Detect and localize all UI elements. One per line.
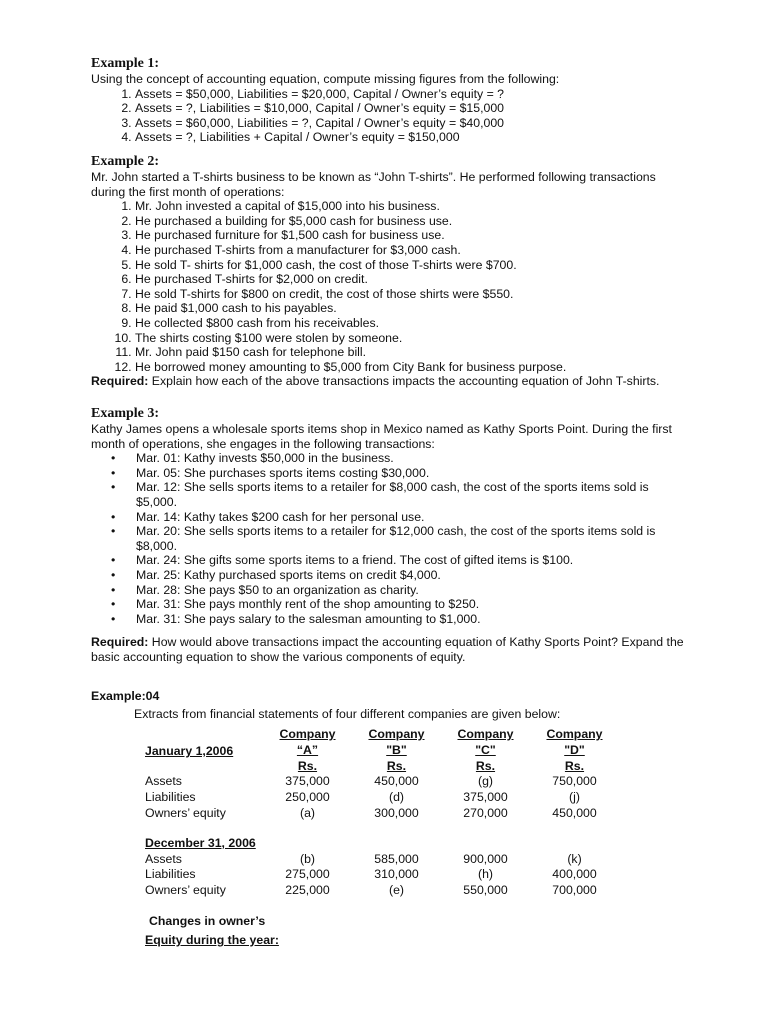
table-cell: 375,000 bbox=[463, 790, 508, 805]
example-2-heading: Example 2: bbox=[91, 154, 160, 169]
table-cell: 550,000 bbox=[463, 883, 508, 898]
list-item: • Mar. 25: Kathy purchased sports items on credit $4,000. bbox=[135, 568, 691, 583]
list-item: • Mar. 31: She pays monthly rent of the shop amounting to $250. bbox=[135, 597, 691, 612]
list-item: 3. Assets = $60,000, Liabilities = ?, Capital / Owner’s equity = $40,000 bbox=[135, 116, 691, 131]
required-text: Explain how each of the above transactions impacts the accounting equation of John T-shirts. bbox=[148, 374, 660, 389]
table-row bbox=[145, 852, 619, 868]
list-item: • Mar. 20: She sells sports items to a retailer for $12,000 cash, the cost of the sports items sold is $8,000. bbox=[135, 524, 691, 553]
company-a-letter: “A” bbox=[296, 742, 319, 757]
table-cell: 270,000 bbox=[463, 805, 508, 820]
table-header-row bbox=[145, 759, 619, 775]
table-cell: 375,000 bbox=[285, 774, 330, 789]
currency-label: Rs. bbox=[475, 758, 496, 773]
table-cell: 585,000 bbox=[374, 851, 419, 866]
table-header-row bbox=[145, 743, 619, 759]
table-cell: (b) bbox=[299, 851, 316, 866]
company-a-header: Company bbox=[279, 727, 336, 741]
list-item: • Mar. 05: She purchases sports items costing $30,000. bbox=[135, 466, 691, 481]
table-cell: 300,000 bbox=[374, 805, 419, 820]
company-c-header: Company bbox=[457, 727, 514, 741]
company-d-header: Company bbox=[546, 727, 603, 741]
list-item: 4. Assets = ?, Liabilities + Capital / Owner’s equity = $150,000 bbox=[135, 130, 691, 145]
row-label: Liabilities bbox=[145, 790, 196, 805]
list-item: 4. He purchased T-shirts from a manufacturer for $3,000 cash. bbox=[135, 243, 691, 258]
currency-label: Rs. bbox=[386, 758, 407, 773]
example-1-heading: Example 1: bbox=[91, 56, 160, 71]
required-label: Required: bbox=[91, 635, 149, 650]
table-row bbox=[145, 774, 619, 790]
example-1-intro: Using the concept of accounting equation, compute missing figures from the following: bbox=[91, 72, 560, 86]
period-1-label: January 1,2006 bbox=[145, 744, 234, 758]
table-row bbox=[145, 790, 619, 806]
example-3-section bbox=[91, 405, 691, 665]
example-2-intro: Mr. John started a T-shirts business to be known as “John T-shirts”. He performed following transactions during the first month of operations: bbox=[91, 170, 656, 199]
financial-extract-table bbox=[145, 727, 619, 899]
table-cell: 310,000 bbox=[374, 867, 419, 882]
changes-line-1: Changes in owner’s bbox=[149, 914, 266, 928]
list-item: 1. Mr. John invested a capital of $15,000 into his business. bbox=[135, 199, 691, 214]
table-cell: (g) bbox=[477, 774, 494, 789]
example-1-section bbox=[91, 55, 691, 145]
table-cell: 400,000 bbox=[552, 867, 597, 882]
list-item: 5. He sold T- shirts for $1,000 cash, the cost of those T-shirts were $700. bbox=[135, 258, 691, 273]
table-cell: (k) bbox=[567, 851, 582, 866]
company-c-letter: "C" bbox=[475, 742, 496, 757]
example-3-required bbox=[91, 635, 691, 664]
row-label: Assets bbox=[145, 774, 182, 789]
company-d-letter: "D" bbox=[564, 742, 585, 757]
table-cell: 250,000 bbox=[285, 790, 330, 805]
company-b-header: Company bbox=[368, 727, 425, 741]
list-item: 7. He sold T-shirts for $800 on credit, the cost of those shirts were $550. bbox=[135, 287, 691, 302]
required-label: Required: bbox=[91, 374, 149, 389]
currency-label: Rs. bbox=[297, 758, 318, 773]
changes-line-2: Equity during the year: bbox=[145, 933, 279, 947]
list-item: • Mar. 12: She sells sports items to a retailer for $8,000 cash, the cost of the sports items sold is $5,000. bbox=[135, 480, 691, 509]
list-item: 2. Assets = ?, Liabilities = $10,000, Capital / Owner’s equity = $15,000 bbox=[135, 101, 691, 116]
example-1-list bbox=[91, 87, 691, 145]
list-item: • Mar. 31: She pays salary to the salesman amounting to $1,000. bbox=[135, 612, 691, 627]
row-label: Assets bbox=[145, 851, 182, 866]
required-text: How would above transactions impact the accounting equation of Kathy Sports Point? Expand the basic accounting equation to show the various components of equity. bbox=[91, 635, 684, 664]
list-item: • Mar. 24: She gifts some sports items to a friend. The cost of gifted items is $100. bbox=[135, 553, 691, 568]
example-2-list bbox=[91, 199, 691, 374]
changes-in-equity-label bbox=[145, 912, 279, 950]
list-item: 11. Mr. John paid $150 cash for telephone bill. bbox=[135, 345, 691, 360]
list-item: 1. Assets = $50,000, Liabilities = $20,000, Capital / Owner’s equity = ? bbox=[135, 87, 691, 102]
example-2-section bbox=[91, 153, 691, 389]
example-3-heading: Example 3: bbox=[91, 406, 160, 421]
list-item: 2. He purchased a building for $5,000 cash for business use. bbox=[135, 214, 691, 229]
table-header-row bbox=[145, 727, 619, 743]
table-cell: 225,000 bbox=[285, 883, 330, 898]
row-label: Liabilities bbox=[145, 867, 196, 882]
list-item: 6. He purchased T-shirts for $2,000 on credit. bbox=[135, 272, 691, 287]
table-cell: (e) bbox=[388, 883, 405, 898]
table-row bbox=[145, 883, 619, 899]
list-item: • Mar. 01: Kathy invests $50,000 in the business. bbox=[135, 451, 691, 466]
period-2-label: December 31, 2006 bbox=[145, 835, 256, 850]
table-cell: (h) bbox=[477, 867, 494, 882]
company-b-letter: "B" bbox=[386, 742, 407, 757]
table-cell: (d) bbox=[388, 790, 405, 805]
table-cell: 450,000 bbox=[374, 774, 419, 789]
list-item: • Mar. 28: She pays $50 to an organization as charity. bbox=[135, 583, 691, 598]
row-label: Owners’ equity bbox=[145, 805, 226, 820]
example-3-list bbox=[91, 451, 691, 626]
list-item: 9. He collected $800 cash from his receivables. bbox=[135, 316, 691, 331]
list-item: 3. He purchased furniture for $1,500 cash for business use. bbox=[135, 228, 691, 243]
example-3-intro: Kathy James opens a wholesale sports items shop in Mexico named as Kathy Sports Point. During the first month of operations, she engages in the following transactions: bbox=[91, 422, 672, 451]
example-4-section bbox=[91, 689, 691, 721]
table-cell: 700,000 bbox=[552, 883, 597, 898]
table-row bbox=[145, 867, 619, 883]
table-cell: 275,000 bbox=[285, 867, 330, 882]
currency-label: Rs. bbox=[564, 758, 585, 773]
table-cell: 450,000 bbox=[552, 805, 597, 820]
table-row bbox=[145, 806, 619, 822]
list-item: 12. He borrowed money amounting to $5,000 from City Bank for business purpose. bbox=[135, 360, 691, 375]
table-cell: (j) bbox=[569, 790, 580, 805]
example-4-heading: Example:04 bbox=[91, 689, 160, 703]
list-item: 10. The shirts costing $100 were stolen by someone. bbox=[135, 331, 691, 346]
table-cell: (a) bbox=[299, 805, 316, 820]
example-2-required bbox=[91, 374, 691, 389]
list-item: 8. He paid $1,000 cash to his payables. bbox=[135, 301, 691, 316]
example-4-intro: Extracts from financial statements of four different companies are given below: bbox=[134, 706, 561, 721]
table-cell: 750,000 bbox=[552, 774, 597, 789]
row-label: Owners’ equity bbox=[145, 883, 226, 898]
list-item: • Mar. 14: Kathy takes $200 cash for her personal use. bbox=[135, 510, 691, 525]
table-header-row bbox=[145, 836, 619, 852]
table-cell: 900,000 bbox=[463, 851, 508, 866]
